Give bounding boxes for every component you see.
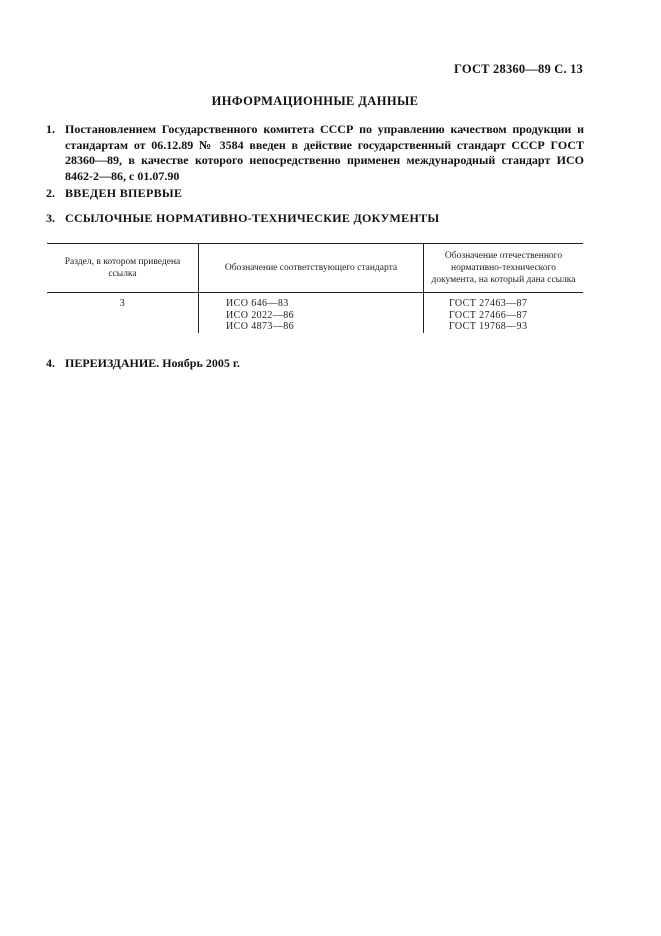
iso-standard: ИСО 2022—86 [226, 309, 295, 321]
item-1 [46, 122, 584, 184]
document-title: ИНФОРМАЦИОННЫЕ ДАННЫЕ [211, 94, 419, 108]
item-3 [46, 211, 584, 227]
table-header-row [47, 244, 583, 293]
references-table [47, 243, 583, 333]
cell-iso-standards [199, 293, 424, 333]
item-1-number: 1. [46, 122, 55, 136]
table-row [47, 293, 583, 333]
item-4-number: 4. [46, 356, 55, 370]
iso-standard: ИСО 646—83 [226, 298, 289, 309]
section-number: 3 [119, 298, 126, 309]
cell-section [47, 293, 199, 333]
item-1-text: Постановлением Государственного комитета СССР по управлению качеством продукции и стандартам от 06.12.89 № 3584 введен в действие государственный стандарт СССР ГОСТ 28360—89, в качестве которого непосредственно применен международный стандарт ИСО 8462-2—86, с 01.07.90 [65, 122, 584, 183]
item-4-text: ПЕРЕИЗДАНИЕ. Ноябрь 2005 г. [65, 356, 240, 370]
item-3-number: 3. [46, 211, 55, 225]
cell-gost-standards [424, 293, 584, 333]
header-domestic-document: Обозначение отечественного нормативно-технического документа, на который дана ссылка [424, 244, 584, 293]
page-header: ГОСТ 28360—89 С. 13 [454, 62, 583, 76]
item-4 [46, 356, 584, 372]
item-2-text: ВВЕДЕН ВПЕРВЫЕ [65, 186, 183, 200]
iso-standard: ИСО 4873—86 [226, 321, 295, 332]
header-section: Раздел, в котором приведена ссылка [47, 244, 199, 293]
gost-standard: ГОСТ 27466—87 [449, 309, 528, 321]
header-standard: Обозначение соответствующего стандарта [199, 244, 424, 293]
item-3-text: ССЫЛОЧНЫЕ НОРМАТИВНО-ТЕХНИЧЕСКИЕ ДОКУМЕНТЫ [65, 211, 440, 225]
gost-standard: ГОСТ 19768—93 [449, 321, 528, 332]
item-2 [46, 186, 584, 202]
gost-standard: ГОСТ 27463—87 [449, 298, 528, 309]
item-2-number: 2. [46, 186, 55, 200]
